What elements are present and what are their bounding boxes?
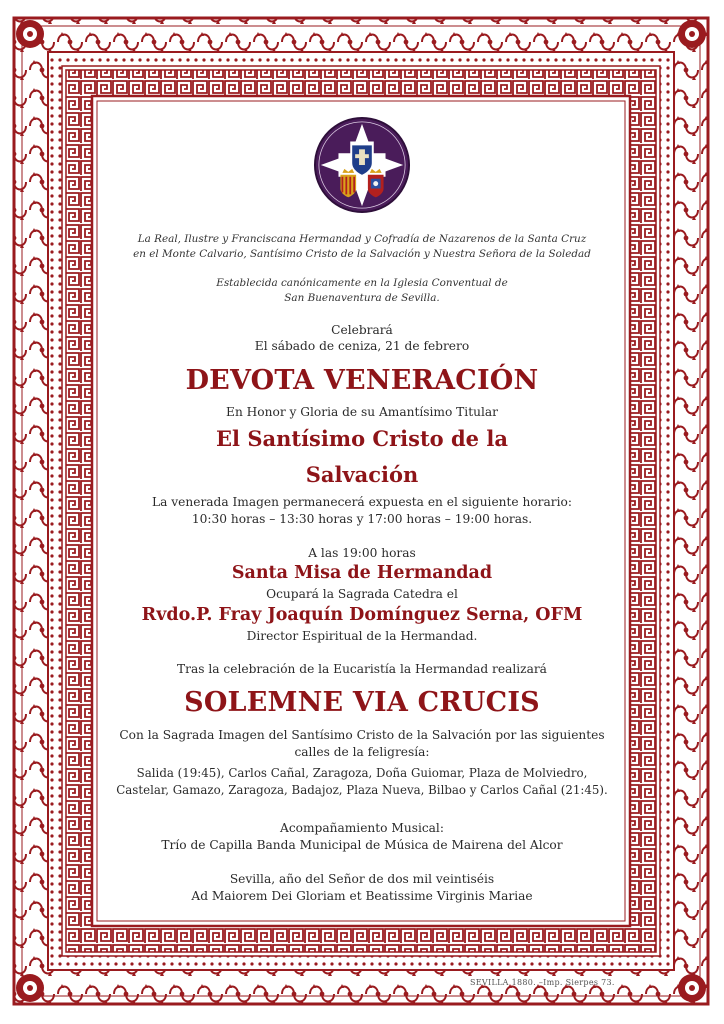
veneration-title: DEVOTA VENERACIÓN xyxy=(185,365,539,396)
printer-note: SEVILLA 1880. –Imp. Sierpes 73. xyxy=(470,978,615,987)
brotherhood-crest-icon xyxy=(313,116,411,214)
titular-line-1: El Santísimo Cristo de la xyxy=(216,426,508,451)
mass-title: Santa Misa de Hermandad xyxy=(231,563,493,583)
via-crucis-title: SOLEMNE VIA CRUCIS xyxy=(184,687,540,718)
preacher-intro: Ocupará la Sagrada Catedra el xyxy=(266,587,458,601)
schedule-line-1: La venerada Imagen permanecerá expuesta en el siguiente horario: xyxy=(152,495,572,509)
poster-content xyxy=(104,104,620,934)
titular-line-2: Salvación xyxy=(305,462,419,487)
header-line-1: La Real, Ilustre y Franciscana Hermandad y Cofradía de Nazarenos de la Santa Cruz xyxy=(137,233,587,245)
route-line-1: Con la Sagrada Imagen del Santísimo Cristo de la Salvación por las siguientes xyxy=(119,728,605,742)
via-crucis-intro: Tras la celebración de la Eucaristía la Hermandad realizará xyxy=(177,662,547,676)
preacher-name: Rvdo.P. Fray Joaquín Domínguez Serna, OFM xyxy=(141,605,583,625)
header-line-4: San Buenaventura de Sevilla. xyxy=(284,292,440,304)
schedule-line-2: 10:30 horas – 13:30 horas y 17:00 horas – 19:00 horas. xyxy=(191,512,533,526)
announce-line-1: Celebrará xyxy=(331,323,393,337)
veneration-subtitle: En Honor y Gloria de su Amantísimo Titular xyxy=(226,405,498,419)
route-line-2: calles de la feligresía: xyxy=(294,745,430,759)
music-line-1: Acompañamiento Musical: xyxy=(280,821,444,835)
header-line-2: en el Monte Calvario, Santísimo Cristo de la Salvación y Nuestra Señora de la Soledad xyxy=(133,248,591,260)
announce-line-2: El sábado de ceniza, 21 de febrero xyxy=(254,339,470,353)
closing-line-1: Sevilla, año del Señor de dos mil veintiséis xyxy=(229,872,495,886)
closing-line-2: Ad Maiorem Dei Gloriam et Beatissime Virginis Mariae xyxy=(191,889,533,903)
header-line-3: Establecida canónicamente en la Iglesia Conventual de xyxy=(216,277,508,289)
mass-time: A las 19:00 horas xyxy=(308,546,416,560)
route-line-4: Castelar, Gamazo, Zaragoza, Badajoz, Plaza Nueva, Bilbao y Carlos Cañal (21:45). xyxy=(116,783,608,797)
preacher-role: Director Espiritual de la Hermandad. xyxy=(246,629,478,643)
music-line-2: Trío de Capilla Banda Municipal de Música de Mairena del Alcor xyxy=(161,838,563,852)
route-line-3: Salida (19:45), Carlos Cañal, Zaragoza, Doña Guiomar, Plaza de Molviedro, xyxy=(136,766,588,780)
